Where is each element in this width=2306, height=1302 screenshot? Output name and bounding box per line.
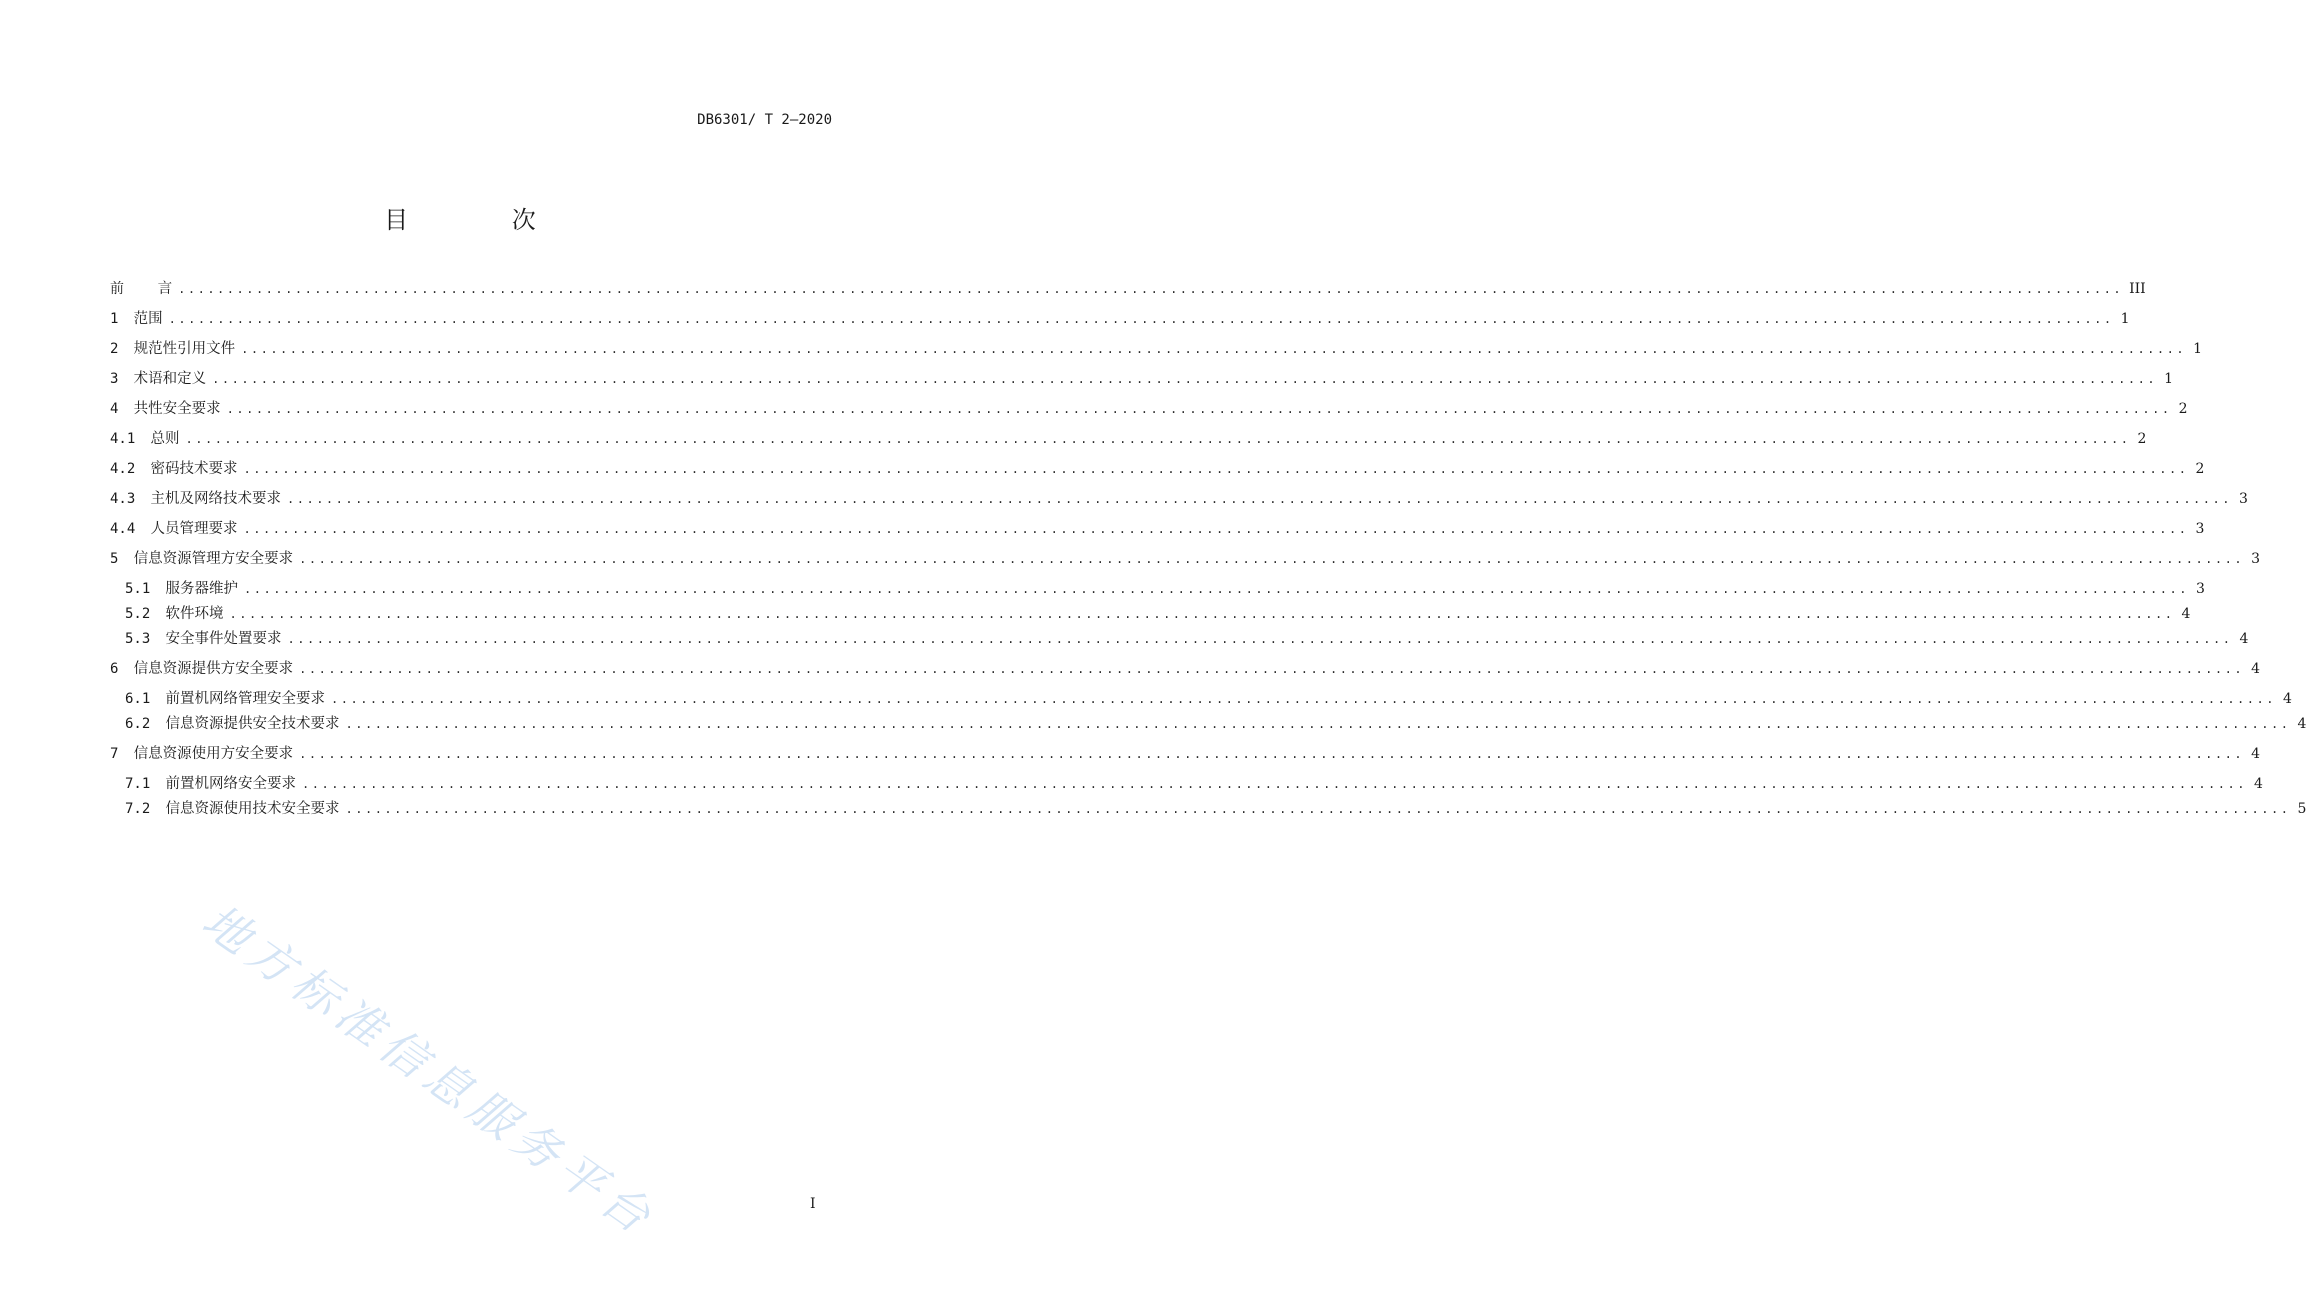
toc-title: 目 次 bbox=[384, 206, 584, 234]
toc-leader-dots: ........................................................................................................................................................................................................ bbox=[226, 402, 2172, 416]
toc-entry-page: 2 bbox=[2178, 401, 2188, 417]
toc-entry-page: 1 bbox=[2120, 311, 2130, 327]
toc-leader-dots: ........................................................................................................................................................................................................ bbox=[178, 282, 2124, 296]
toc-entry[interactable] bbox=[110, 338, 2203, 368]
toc-entry-number: 前 bbox=[110, 281, 124, 297]
toc-entry[interactable] bbox=[110, 773, 2263, 798]
toc-entry-title: 规范性引用文件 bbox=[124, 341, 236, 357]
page-number: I bbox=[810, 1196, 816, 1212]
toc-entry-number: 1 bbox=[110, 311, 119, 327]
toc-entry-title: 前置机网络管理安全要求 bbox=[156, 691, 326, 707]
toc-leader-dots: ........................................................................................................................................................................................................ bbox=[287, 492, 2232, 506]
toc-entry-page: 4 bbox=[2181, 606, 2191, 622]
toc-entry[interactable] bbox=[110, 518, 2205, 548]
toc-leader-dots: ........................................................................................................................................................................................................ bbox=[243, 462, 2189, 476]
toc-entry-title: 信息资源使用方安全要求 bbox=[124, 746, 294, 762]
toc-entry[interactable] bbox=[110, 458, 2205, 488]
toc-entry[interactable] bbox=[110, 428, 2147, 458]
toc-entry-title: 术语和定义 bbox=[124, 371, 207, 387]
toc-entry-number: 7.2 bbox=[125, 801, 151, 817]
toc-entry[interactable] bbox=[110, 658, 2261, 688]
toc-entry-title: 服务器维护 bbox=[156, 581, 239, 597]
toc-leader-dots: ........................................................................................................................................................................................................ bbox=[331, 692, 2276, 706]
toc-entry-number: 2 bbox=[110, 341, 119, 357]
toc-entry-page: 2 bbox=[2195, 461, 2205, 477]
toc-entry-title: 密码技术要求 bbox=[141, 461, 238, 477]
toc-leader-dots: ........................................................................................................................................................................................................ bbox=[299, 662, 2245, 676]
toc-entry-number: 5.3 bbox=[125, 631, 151, 647]
toc-entry-number: 4.3 bbox=[110, 491, 136, 507]
toc-entry-title: 信息资源提供安全技术要求 bbox=[156, 716, 340, 732]
toc-leader-dots: ........................................................................................................................................................................................................ bbox=[345, 717, 2291, 731]
toc-entry-number: 4.2 bbox=[110, 461, 136, 477]
toc-entry-title: 信息资源提供方安全要求 bbox=[124, 661, 294, 677]
toc-entry-title: 信息资源管理方安全要求 bbox=[124, 551, 294, 567]
toc-entry-title: 共性安全要求 bbox=[124, 401, 221, 417]
toc-leader-dots: ........................................................................................................................................................................................................ bbox=[244, 582, 2189, 596]
toc-leader-dots: ........................................................................................................................................................................................................ bbox=[168, 312, 2114, 326]
toc-entry[interactable] bbox=[110, 578, 2205, 603]
toc-leader-dots: ........................................................................................................................................................................................................ bbox=[299, 747, 2245, 761]
toc-entry[interactable] bbox=[110, 603, 2191, 628]
toc-entry-title: 言 bbox=[130, 281, 173, 297]
toc-entry[interactable] bbox=[110, 398, 2188, 428]
toc-entry-page: 4 bbox=[2254, 776, 2263, 792]
toc-leader-dots: ........................................................................................................................................................................................................ bbox=[212, 372, 2158, 386]
toc-entry-page: 3 bbox=[2251, 551, 2261, 567]
toc-entry-page: 4 bbox=[2283, 691, 2292, 707]
toc-entry-number: 7 bbox=[110, 746, 119, 762]
toc-entry-number: 6 bbox=[110, 661, 119, 677]
toc-entry-number: 6.1 bbox=[125, 691, 151, 707]
toc-leader-dots: ........................................................................................................................................................................................................ bbox=[287, 632, 2233, 646]
toc-entry-number: 4.4 bbox=[110, 521, 136, 537]
toc-entry-page: 4 bbox=[2251, 661, 2261, 677]
toc-entry[interactable] bbox=[110, 798, 2306, 828]
toc-entry-page: 2 bbox=[2137, 431, 2147, 447]
toc-entry-number: 5 bbox=[110, 551, 119, 567]
toc-entry-title: 前置机网络安全要求 bbox=[156, 776, 297, 792]
toc-leader-dots: ........................................................................................................................................................................................................ bbox=[243, 522, 2189, 536]
watermark: 地方标准信息服务平台 bbox=[192, 893, 667, 1248]
toc-entry-number: 3 bbox=[110, 371, 119, 387]
toc-entry-number: 5.2 bbox=[125, 606, 151, 622]
toc-entry-number: 5.1 bbox=[125, 581, 151, 597]
toc-entry-title: 总则 bbox=[141, 431, 180, 447]
table-of-contents bbox=[110, 278, 2306, 828]
toc-entry-page: 3 bbox=[2239, 491, 2248, 507]
toc-entry[interactable] bbox=[110, 548, 2261, 578]
toc-entry-number: 4.1 bbox=[110, 431, 136, 447]
toc-entry[interactable] bbox=[110, 713, 2306, 743]
toc-entry-page: 5 bbox=[2297, 801, 2306, 817]
toc-entry[interactable] bbox=[110, 368, 2174, 398]
toc-entry-title: 主机及网络技术要求 bbox=[141, 491, 282, 507]
toc-entry-page: 4 bbox=[2297, 716, 2306, 732]
toc-entry-title: 安全事件处置要求 bbox=[156, 631, 282, 647]
toc-entry[interactable] bbox=[110, 628, 2249, 658]
toc-entry[interactable] bbox=[110, 308, 2130, 338]
toc-leader-dots: ........................................................................................................................................................................................................ bbox=[241, 342, 2187, 356]
toc-entry-page: 3 bbox=[2196, 581, 2205, 597]
toc-entry-page: 1 bbox=[2164, 371, 2174, 387]
toc-leader-dots: ........................................................................................................................................................................................................ bbox=[299, 552, 2245, 566]
toc-entry[interactable] bbox=[110, 743, 2261, 773]
document-code: DB6301/ T 2—2020 bbox=[697, 112, 832, 128]
toc-entry[interactable] bbox=[110, 688, 2292, 713]
toc-entry-page: 1 bbox=[2193, 341, 2203, 357]
toc-leader-dots: ........................................................................................................................................................................................................ bbox=[345, 802, 2291, 816]
toc-entry[interactable] bbox=[110, 488, 2248, 518]
toc-entry-page: 4 bbox=[2251, 746, 2261, 762]
toc-entry-page: 4 bbox=[2239, 631, 2249, 647]
toc-entry-title: 范围 bbox=[124, 311, 163, 327]
toc-leader-dots: ........................................................................................................................................................................................................ bbox=[229, 607, 2175, 621]
toc-entry-number: 4 bbox=[110, 401, 119, 417]
toc-entry-title: 人员管理要求 bbox=[141, 521, 238, 537]
toc-entry-number: 7.1 bbox=[125, 776, 151, 792]
toc-entry-title: 信息资源使用技术安全要求 bbox=[156, 801, 340, 817]
toc-leader-dots: ........................................................................................................................................................................................................ bbox=[185, 432, 2131, 446]
toc-entry-number: 6.2 bbox=[125, 716, 151, 732]
toc-leader-dots: ........................................................................................................................................................................................................ bbox=[302, 777, 2247, 791]
toc-entry-title: 软件环境 bbox=[156, 606, 224, 622]
toc-entry[interactable] bbox=[110, 278, 2146, 308]
toc-entry-page: 3 bbox=[2195, 521, 2205, 537]
toc-entry-page: III bbox=[2129, 281, 2146, 297]
